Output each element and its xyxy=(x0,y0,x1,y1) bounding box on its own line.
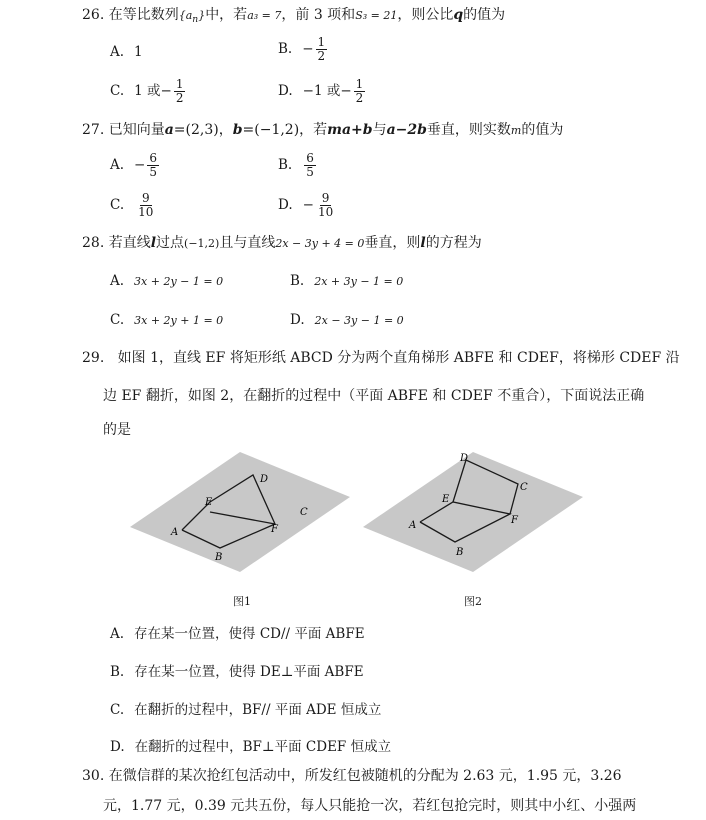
q30-line1: 在微信群的某次抢红包活动中，所发红包被随机的分配为 2.63 元，1.95 元，3.26 xyxy=(108,768,622,784)
q27-text-d: 垂直，则实数 xyxy=(426,122,511,138)
q29-stem-line1 xyxy=(82,348,680,368)
q29-option-a-value: 存在某一位置，使得 CD// 平面 ABFE xyxy=(134,626,365,642)
q27-vec-b: b xyxy=(232,122,243,138)
fig1-label-e: E xyxy=(205,497,213,508)
fig2-label-b: B xyxy=(456,547,464,558)
q27-option-b-label: B. xyxy=(278,157,293,173)
q28-text-c: 且与直线 xyxy=(219,235,276,251)
q28-option-c-label: C. xyxy=(110,312,125,328)
q28-option-b xyxy=(290,271,403,292)
q28-option-d-value: 2x − 3y − 1 = 0 xyxy=(314,314,404,327)
q28-option-d-label: D. xyxy=(290,312,305,328)
q27-var: m xyxy=(510,124,522,137)
q27-option-b-num: 6 xyxy=(306,151,314,165)
q29-option-b xyxy=(110,662,364,682)
q28-option-a-label: A. xyxy=(110,273,125,289)
q26-option-c-den: 2 xyxy=(175,91,184,105)
q26-option-a-value: 1 xyxy=(134,44,143,60)
q28-var: l xyxy=(150,235,157,251)
q27-option-d-num: 9 xyxy=(321,191,330,205)
q29-option-b-value: 存在某一位置，使得 DE⊥平面 ABFE xyxy=(134,664,364,680)
q27-option-c-den: 10 xyxy=(138,205,154,219)
q28-option-a xyxy=(110,271,223,292)
q26-text-e: 的值为 xyxy=(463,7,506,23)
q26-option-d-label: D. xyxy=(278,83,293,99)
q27-text-e: 的值为 xyxy=(521,122,564,138)
q29-option-d-value: 在翻折的过程中，BF⊥平面 CDEF 恒成立 xyxy=(134,739,392,755)
q28-var2: l xyxy=(420,235,426,251)
q27-option-a-label: A. xyxy=(110,157,125,173)
q27-stem: 27. 已知向量a=(2,3)，b=(−1,2)，若ma+b与a−2b垂直，则实数m的值为 xyxy=(82,122,564,138)
q29-option-a xyxy=(110,624,365,644)
q27-option-b-frac xyxy=(304,152,316,179)
q29-option-d-label: D. xyxy=(110,739,125,755)
q26-number: 26. xyxy=(82,7,105,23)
q29-option-a-label: A. xyxy=(110,626,125,642)
q26-option-c-frac xyxy=(174,78,186,105)
q29-line1: 如图 1，直线 EF 将矩形纸 ABCD 分为两个直角梯形 ABFE 和 CDEF，将梯形 CDEF 沿 xyxy=(117,350,680,366)
q26-seq-open: {a xyxy=(178,9,193,22)
q27-option-a-den: 5 xyxy=(149,165,157,179)
q26-option-c xyxy=(110,78,187,105)
fig1-label-b: B xyxy=(215,552,223,563)
q29-option-c xyxy=(110,700,381,720)
q27-expr1: ma+b xyxy=(327,122,373,138)
q30-stem-line1 xyxy=(82,766,622,786)
q28-number: 28. xyxy=(82,235,105,251)
fig2-caption: 图2 xyxy=(464,595,482,608)
q27-option-c-num: 9 xyxy=(141,191,150,205)
q28-option-d xyxy=(290,310,404,331)
q29-number: 29. xyxy=(82,350,105,366)
q28-option-a-value: 3x + 2y − 1 = 0 xyxy=(134,275,224,288)
fig1-label-f: F xyxy=(271,524,278,535)
q28-text-b: 过点 xyxy=(156,235,185,251)
q26-option-d-sign: − xyxy=(340,83,352,99)
q26-text-b: 中，若 xyxy=(205,7,248,23)
q27-eq-a: =(2,3) xyxy=(173,122,219,138)
q26-option-a-label: A. xyxy=(110,44,125,60)
fig2-label-a: A xyxy=(409,520,417,531)
q27-option-d-label: D. xyxy=(278,197,293,213)
q27-option-d xyxy=(278,192,337,219)
q26-option-d-frac xyxy=(354,78,366,105)
fig2-label-e: E xyxy=(442,494,450,505)
q26-cond2: S₃ = 21 xyxy=(355,9,398,22)
q27-expr2: a−2b xyxy=(386,122,427,138)
q26-cond1: a₃ = 7 xyxy=(247,9,282,22)
q29-option-d xyxy=(110,737,391,757)
q27-text-b: ，若 xyxy=(299,122,328,138)
q27-number: 27. xyxy=(82,122,105,138)
fig1-label-c: C xyxy=(300,507,308,518)
q26-option-a xyxy=(110,42,143,62)
q26-seq-sub: n xyxy=(192,14,199,26)
q28-option-c xyxy=(110,310,223,331)
q27-option-a-num: 6 xyxy=(149,151,157,165)
q27-option-b xyxy=(278,152,318,179)
q30-stem-line2: 元，1.77 元，0.39 元共五份，每人只能抢一次，若红包抢完时，则其中小红、小强两 xyxy=(103,798,637,814)
q27-option-a-frac xyxy=(147,152,159,179)
q27-text-a: 已知向量 xyxy=(108,122,165,138)
q26-option-c-pre: 1 或 xyxy=(134,83,161,99)
q27-option-a-sign: − xyxy=(134,157,146,173)
q26-text-d: ，则公比 xyxy=(397,7,454,23)
fig1-label-d: D xyxy=(260,474,269,485)
q26-seq-close: } xyxy=(198,9,206,22)
q26-stem xyxy=(82,5,505,30)
q28-option-b-label: B. xyxy=(290,273,305,289)
q26-text-c: ，前 3 项和 xyxy=(281,7,356,23)
q26-option-c-label: C. xyxy=(110,83,125,99)
q27-option-d-sign: − xyxy=(302,197,314,213)
q26-option-b-frac xyxy=(316,36,328,63)
q26-option-c-sign: − xyxy=(160,83,172,99)
q26-option-b-label: B. xyxy=(278,41,293,57)
fig2-label-d: D xyxy=(460,453,469,464)
q27-option-a xyxy=(110,152,161,179)
q26-option-d-num: 1 xyxy=(355,77,364,91)
fig2-label-c: C xyxy=(520,482,528,493)
q30-number: 30. xyxy=(82,768,105,784)
q27-eq-b: =(−1,2) xyxy=(242,122,300,138)
q29-stem-line2: 边 EF 翻折，如图 2，在翻折的过程中（平面 ABFE 和 CDEF 不重合），下面说法正确 xyxy=(103,388,645,404)
q28-option-c-value: 3x + 2y + 1 = 0 xyxy=(134,314,224,327)
q26-option-b-sign: − xyxy=(302,41,314,57)
q26-seq xyxy=(178,9,206,26)
q27-option-b-den: 5 xyxy=(306,165,314,179)
q27-option-c xyxy=(110,192,157,219)
q28-stem xyxy=(82,233,482,254)
figure-1 xyxy=(125,452,355,582)
q27-vec-a: a xyxy=(164,122,174,138)
q28-line: 2x − 3y + 4 = 0 xyxy=(275,237,365,250)
q26-option-d-pre: −1 或 xyxy=(302,83,341,99)
q29-option-c-label: C. xyxy=(110,702,125,718)
q26-option-d-den: 2 xyxy=(355,91,364,105)
q26-option-b-num: 1 xyxy=(317,35,326,49)
q29-option-c-value: 在翻折的过程中，BF// 平面 ADE 恒成立 xyxy=(134,702,382,718)
q26-option-b-den: 2 xyxy=(317,49,326,63)
q27-text-c: 与 xyxy=(372,122,387,138)
q28-text-d: 垂直，则 xyxy=(364,235,421,251)
q28-option-b-value: 2x + 3y − 1 = 0 xyxy=(314,275,404,288)
q27-option-c-label: C. xyxy=(110,197,125,213)
q26-option-d xyxy=(278,78,367,105)
fig1-caption: 图1 xyxy=(233,595,251,608)
fig2-plane xyxy=(363,452,583,572)
figure-2 xyxy=(358,452,588,582)
fig2-label-f: F xyxy=(511,515,518,526)
q29-option-b-label: B. xyxy=(110,664,125,680)
q28-point: (−1,2) xyxy=(184,237,220,250)
q28-text-e: 的方程为 xyxy=(425,235,482,251)
q29-stem-line3: 的是 xyxy=(103,422,131,438)
q26-option-c-num: 1 xyxy=(175,77,184,91)
q26-text-a: 在等比数列 xyxy=(108,7,179,23)
q27-option-d-den: 10 xyxy=(317,205,334,219)
q26-var: q xyxy=(453,7,464,23)
q26-option-b xyxy=(278,36,329,63)
fig1-plane xyxy=(130,452,350,572)
q28-text-a: 若直线 xyxy=(108,235,151,251)
fig1-label-a: A xyxy=(171,527,179,538)
q27-option-c-frac xyxy=(136,192,155,219)
q27-option-d-frac xyxy=(316,192,335,219)
